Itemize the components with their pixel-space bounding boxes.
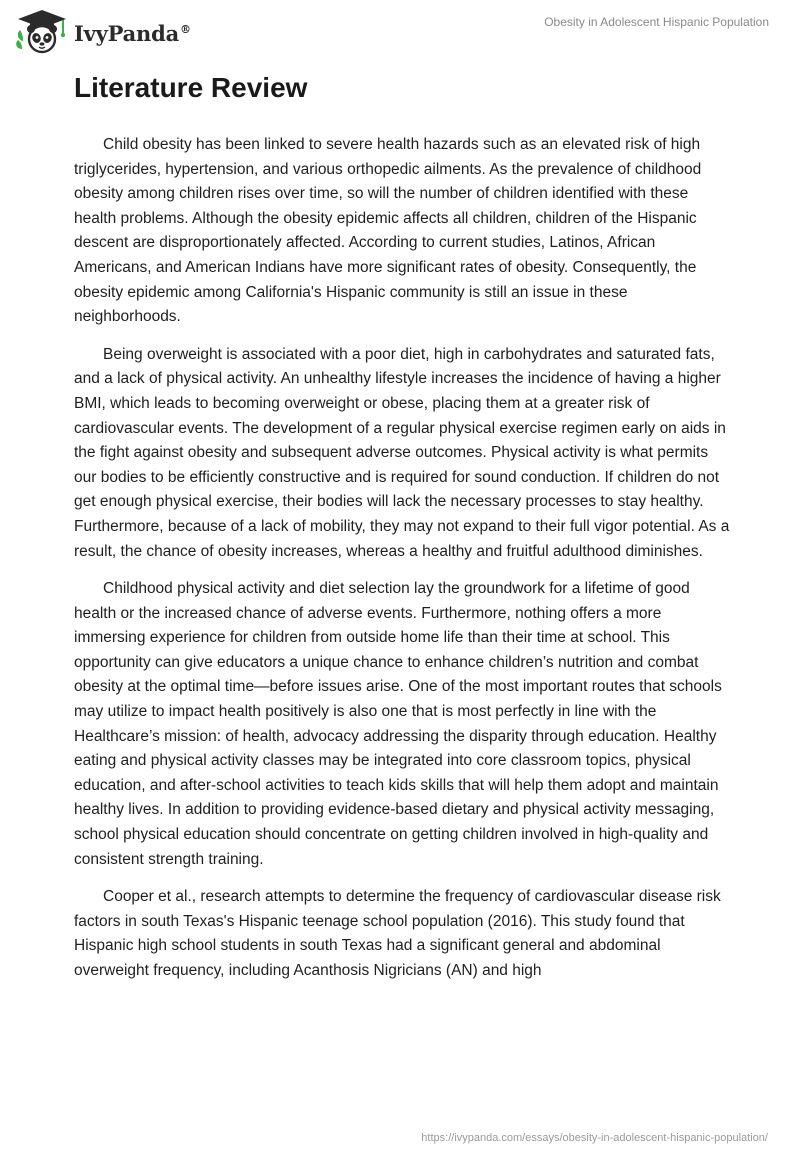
registered-mark: ® <box>180 22 191 36</box>
graduation-cap-panda-icon <box>14 8 70 54</box>
page-header <box>0 0 800 60</box>
source-url[interactable]: https://ivypanda.com/essays/obesity-in-adolescent-hispanic-population/ <box>421 1132 768 1144</box>
body-paragraph: Child obesity has been linked to severe health hazards such as an elevated risk of high triglycerides, hypertension, and various orthopedic ailments. As the prevalence of childhood obesity among children rises over time, so will the number of children identified with these health problems. Although the obesity epidemic affects all children, children of the Hispanic descent are disproportionately affected. According to current studies, Latinos, African Americans, and American Indians have more significant rates of obesity. Consequently, the obesity epidemic among California's Hispanic community is still an issue in these neighborhoods. <box>74 136 702 326</box>
body-paragraph: Childhood physical activity and diet selection lay the groundwork for a lifetime of good health or the increased chance of adverse events. Furthermore, nothing offers a more immersing experience for children from outside home life than their time at school. This opportunity can give educators a unique chance to enhance children’s nutrition and combat obesity at the optimal time—before issues arise. One of the most important routes that schools may utilize to impact health positively is also one that is most perfectly in line with the Healthcare’s mission: of health, advocacy addressing the disparity through education. Healthy eating and physical activity classes may be integrated into core classroom topics, physical education, and after-school activities to teach kids skills that will help them adopt and maintain healthy lives. In addition to providing evidence-based dietary and physical activity messaging, school physical education should concentrate on getting children involved in high-quality and consistent strength training. <box>74 580 722 868</box>
body-paragraph: Being overweight is associated with a poor diet, high in carbohydrates and saturated fats, and a lack of physical activity. An unhealthy lifestyle increases the incidence of having a higher BMI, which leads to becoming overweight or obese, placing them at a greater risk of cardiovascular events. The development of a regular physical exercise regimen early on aids in the fight against obesity and subsequent adverse outcomes. Physical activity is what permits our bodies to be efficiently constructive and is required for sound conduction. If children do not get enough physical exercise, their bodies will lack the necessary processes to stay healthy. Furthermore, because of a lack of mobility, they may not expand to their full vigor potential. As a result, the chance of obesity increases, whereas a healthy and fruitful adulthood diminishes. <box>74 345 730 560</box>
document-title: Obesity in Adolescent Hispanic Population <box>544 15 769 29</box>
logo-text: IvyPanda <box>74 20 180 46</box>
essay-body <box>74 133 734 997</box>
body-paragraph: Cooper et al., research attempts to determine the frequency of cardiovascular disease risk factors in south Texas's Hispanic teenage school population (2016). This study found that Hispanic high school students in south Texas had a significant general and abdominal overweight frequency, including Acanthosis Nigricians (AN) and high <box>74 888 721 979</box>
section-heading: Literature Review <box>74 72 308 103</box>
logo-wordmark <box>74 21 191 46</box>
ivypanda-logo[interactable] <box>14 8 191 54</box>
